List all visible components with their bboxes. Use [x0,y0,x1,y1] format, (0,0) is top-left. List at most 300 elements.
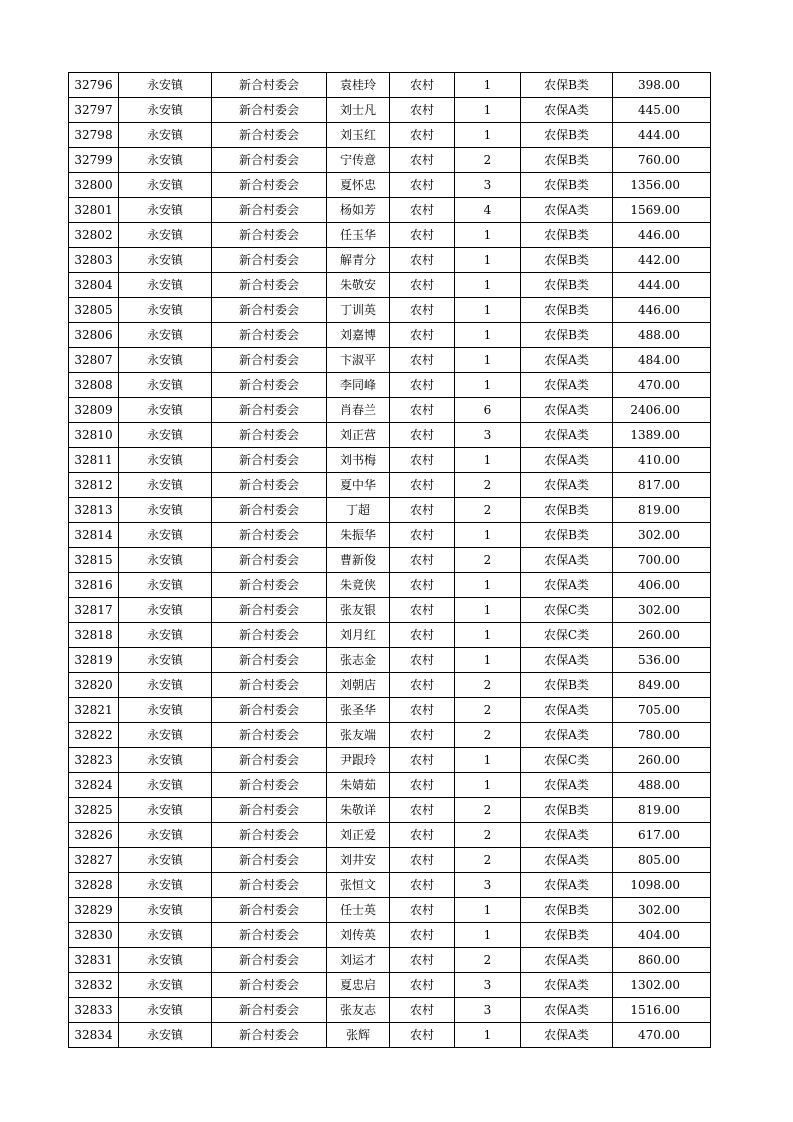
table-row [69,373,711,398]
name-cell: 张志金 [327,648,390,673]
name-cell: 刘运才 [327,948,390,973]
village-committee-cell: 新合村委会 [212,373,327,398]
area-type-cell: 农村 [390,423,455,448]
name-cell: 刘正爱 [327,823,390,848]
town-cell: 永安镇 [119,573,212,598]
town-cell: 永安镇 [119,223,212,248]
name-cell: 尹跟玲 [327,748,390,773]
name-cell: 夏怀忠 [327,173,390,198]
category-cell: 农保A类 [521,948,613,973]
area-type-cell: 农村 [390,98,455,123]
town-cell: 永安镇 [119,773,212,798]
area-type-cell: 农村 [390,73,455,98]
household-count-cell: 6 [455,398,521,423]
category-cell: 农保A类 [521,773,613,798]
category-cell: 农保A类 [521,648,613,673]
town-cell: 永安镇 [119,948,212,973]
town-cell: 永安镇 [119,273,212,298]
record-id-cell: 32832 [69,973,119,998]
town-cell: 永安镇 [119,198,212,223]
table-row [69,873,711,898]
name-cell: 刘月红 [327,623,390,648]
amount-cell: 406.00 [613,573,711,598]
amount-cell: 444.00 [613,273,711,298]
amount-cell: 705.00 [613,698,711,723]
town-cell: 永安镇 [119,248,212,273]
table-row [69,348,711,373]
area-type-cell: 农村 [390,223,455,248]
area-type-cell: 农村 [390,398,455,423]
village-committee-cell: 新合村委会 [212,623,327,648]
record-id-cell: 32809 [69,398,119,423]
household-count-cell: 1 [455,248,521,273]
table-row [69,673,711,698]
table-row [69,723,711,748]
area-type-cell: 农村 [390,773,455,798]
town-cell: 永安镇 [119,173,212,198]
amount-cell: 819.00 [613,498,711,523]
table-row [69,948,711,973]
household-count-cell: 1 [455,223,521,248]
category-cell: 农保A类 [521,823,613,848]
town-cell: 永安镇 [119,348,212,373]
record-id-cell: 32804 [69,273,119,298]
household-count-cell: 3 [455,998,521,1023]
household-count-cell: 1 [455,298,521,323]
village-committee-cell: 新合村委会 [212,123,327,148]
household-count-cell: 3 [455,873,521,898]
amount-cell: 1389.00 [613,423,711,448]
name-cell: 张辉 [327,1023,390,1048]
table-row [69,423,711,448]
category-cell: 农保A类 [521,548,613,573]
area-type-cell: 农村 [390,373,455,398]
town-cell: 永安镇 [119,798,212,823]
town-cell: 永安镇 [119,98,212,123]
village-committee-cell: 新合村委会 [212,723,327,748]
village-committee-cell: 新合村委会 [212,348,327,373]
village-committee-cell: 新合村委会 [212,548,327,573]
village-committee-cell: 新合村委会 [212,223,327,248]
village-committee-cell: 新合村委会 [212,523,327,548]
town-cell: 永安镇 [119,998,212,1023]
record-id-cell: 32828 [69,873,119,898]
area-type-cell: 农村 [390,948,455,973]
name-cell: 解青分 [327,248,390,273]
village-committee-cell: 新合村委会 [212,448,327,473]
record-id-cell: 32819 [69,648,119,673]
amount-cell: 536.00 [613,648,711,673]
table-row [69,473,711,498]
village-committee-cell: 新合村委会 [212,248,327,273]
record-id-cell: 32810 [69,423,119,448]
category-cell: 农保B类 [521,673,613,698]
category-cell: 农保A类 [521,573,613,598]
name-cell: 刘井安 [327,848,390,873]
category-cell: 农保A类 [521,973,613,998]
household-count-cell: 1 [455,323,521,348]
table-row [69,398,711,423]
town-cell: 永安镇 [119,448,212,473]
category-cell: 农保A类 [521,848,613,873]
household-count-cell: 1 [455,1023,521,1048]
village-committee-cell: 新合村委会 [212,398,327,423]
town-cell: 永安镇 [119,973,212,998]
town-cell: 永安镇 [119,398,212,423]
area-type-cell: 农村 [390,473,455,498]
record-id-cell: 32833 [69,998,119,1023]
village-committee-cell: 新合村委会 [212,473,327,498]
record-id-cell: 32806 [69,323,119,348]
category-cell: 农保C类 [521,598,613,623]
record-id-cell: 32803 [69,248,119,273]
household-count-cell: 1 [455,98,521,123]
town-cell: 永安镇 [119,373,212,398]
town-cell: 永安镇 [119,623,212,648]
household-count-cell: 2 [455,148,521,173]
amount-cell: 398.00 [613,73,711,98]
record-id-cell: 32814 [69,523,119,548]
area-type-cell: 农村 [390,173,455,198]
village-committee-cell: 新合村委会 [212,173,327,198]
name-cell: 夏中华 [327,473,390,498]
table-row [69,498,711,523]
amount-cell: 404.00 [613,923,711,948]
town-cell: 永安镇 [119,823,212,848]
household-count-cell: 1 [455,273,521,298]
record-id-cell: 32823 [69,748,119,773]
table-row [69,73,711,98]
record-id-cell: 32798 [69,123,119,148]
record-id-cell: 32812 [69,473,119,498]
village-committee-cell: 新合村委会 [212,748,327,773]
table-row [69,1023,711,1048]
village-committee-cell: 新合村委会 [212,798,327,823]
area-type-cell: 农村 [390,798,455,823]
household-count-cell: 2 [455,498,521,523]
area-type-cell: 农村 [390,998,455,1023]
record-id-cell: 32829 [69,898,119,923]
record-id-cell: 32800 [69,173,119,198]
data-table [68,72,711,1048]
area-type-cell: 农村 [390,323,455,348]
name-cell: 刘朝店 [327,673,390,698]
name-cell: 朱振华 [327,523,390,548]
amount-cell: 446.00 [613,298,711,323]
town-cell: 永安镇 [119,298,212,323]
household-count-cell: 1 [455,923,521,948]
category-cell: 农保C类 [521,623,613,648]
table-row [69,923,711,948]
town-cell: 永安镇 [119,673,212,698]
record-id-cell: 32824 [69,773,119,798]
household-count-cell: 4 [455,198,521,223]
name-cell: 刘正营 [327,423,390,448]
area-type-cell: 农村 [390,723,455,748]
table-row [69,273,711,298]
household-count-cell: 1 [455,123,521,148]
name-cell: 刘士凡 [327,98,390,123]
area-type-cell: 农村 [390,123,455,148]
town-cell: 永安镇 [119,598,212,623]
area-type-cell: 农村 [390,523,455,548]
amount-cell: 410.00 [613,448,711,473]
name-cell: 李同峰 [327,373,390,398]
area-type-cell: 农村 [390,1023,455,1048]
amount-cell: 1098.00 [613,873,711,898]
village-committee-cell: 新合村委会 [212,673,327,698]
household-count-cell: 2 [455,698,521,723]
record-id-cell: 32820 [69,673,119,698]
record-id-cell: 32811 [69,448,119,473]
table-row [69,298,711,323]
name-cell: 任士英 [327,898,390,923]
table-row [69,898,711,923]
category-cell: 农保A类 [521,473,613,498]
household-count-cell: 2 [455,948,521,973]
town-cell: 永安镇 [119,498,212,523]
record-id-cell: 32818 [69,623,119,648]
household-count-cell: 1 [455,773,521,798]
amount-cell: 470.00 [613,1023,711,1048]
category-cell: 农保B类 [521,173,613,198]
amount-cell: 260.00 [613,748,711,773]
table-row [69,648,711,673]
village-committee-cell: 新合村委会 [212,1023,327,1048]
village-committee-cell: 新合村委会 [212,898,327,923]
area-type-cell: 农村 [390,748,455,773]
table-row [69,773,711,798]
category-cell: 农保C类 [521,748,613,773]
name-cell: 袁桂玲 [327,73,390,98]
village-committee-cell: 新合村委会 [212,273,327,298]
village-committee-cell: 新合村委会 [212,148,327,173]
amount-cell: 488.00 [613,323,711,348]
table-row [69,448,711,473]
name-cell: 张友银 [327,598,390,623]
record-id-cell: 32805 [69,298,119,323]
village-committee-cell: 新合村委会 [212,198,327,223]
town-cell: 永安镇 [119,723,212,748]
area-type-cell: 农村 [390,648,455,673]
record-id-cell: 32831 [69,948,119,973]
name-cell: 张友志 [327,998,390,1023]
household-count-cell: 1 [455,348,521,373]
category-cell: 农保B类 [521,923,613,948]
amount-cell: 260.00 [613,623,711,648]
table-row [69,823,711,848]
town-cell: 永安镇 [119,423,212,448]
category-cell: 农保B类 [521,223,613,248]
category-cell: 农保B类 [521,323,613,348]
amount-cell: 617.00 [613,823,711,848]
amount-cell: 817.00 [613,473,711,498]
amount-cell: 446.00 [613,223,711,248]
area-type-cell: 农村 [390,623,455,648]
category-cell: 农保A类 [521,998,613,1023]
category-cell: 农保B类 [521,898,613,923]
household-count-cell: 1 [455,898,521,923]
amount-cell: 1356.00 [613,173,711,198]
amount-cell: 819.00 [613,798,711,823]
category-cell: 农保A类 [521,723,613,748]
category-cell: 农保A类 [521,423,613,448]
amount-cell: 302.00 [613,898,711,923]
area-type-cell: 农村 [390,698,455,723]
amount-cell: 302.00 [613,523,711,548]
name-cell: 刘玉红 [327,123,390,148]
table-body [69,73,711,1048]
category-cell: 农保B类 [521,273,613,298]
town-cell: 永安镇 [119,873,212,898]
town-cell: 永安镇 [119,148,212,173]
village-committee-cell: 新合村委会 [212,948,327,973]
record-id-cell: 32802 [69,223,119,248]
household-count-cell: 1 [455,73,521,98]
town-cell: 永安镇 [119,123,212,148]
amount-cell: 849.00 [613,673,711,698]
village-committee-cell: 新合村委会 [212,648,327,673]
table-row [69,748,711,773]
village-committee-cell: 新合村委会 [212,98,327,123]
category-cell: 农保B类 [521,73,613,98]
area-type-cell: 农村 [390,498,455,523]
category-cell: 农保A类 [521,198,613,223]
amount-cell: 488.00 [613,773,711,798]
town-cell: 永安镇 [119,898,212,923]
table-row [69,798,711,823]
record-id-cell: 32822 [69,723,119,748]
record-id-cell: 32816 [69,573,119,598]
category-cell: 农保B类 [521,498,613,523]
table-row [69,623,711,648]
table-row [69,848,711,873]
category-cell: 农保B类 [521,298,613,323]
village-committee-cell: 新合村委会 [212,873,327,898]
area-type-cell: 农村 [390,873,455,898]
table-row [69,598,711,623]
category-cell: 农保A类 [521,1023,613,1048]
name-cell: 张友端 [327,723,390,748]
amount-cell: 302.00 [613,598,711,623]
name-cell: 任玉华 [327,223,390,248]
village-committee-cell: 新合村委会 [212,823,327,848]
record-id-cell: 32825 [69,798,119,823]
area-type-cell: 农村 [390,198,455,223]
area-type-cell: 农村 [390,448,455,473]
record-id-cell: 32821 [69,698,119,723]
name-cell: 朱敬详 [327,798,390,823]
town-cell: 永安镇 [119,648,212,673]
name-cell: 刘嘉博 [327,323,390,348]
village-committee-cell: 新合村委会 [212,773,327,798]
town-cell: 永安镇 [119,73,212,98]
town-cell: 永安镇 [119,923,212,948]
area-type-cell: 农村 [390,348,455,373]
household-count-cell: 3 [455,423,521,448]
household-count-cell: 2 [455,723,521,748]
record-id-cell: 32830 [69,923,119,948]
name-cell: 张恒文 [327,873,390,898]
village-committee-cell: 新合村委会 [212,973,327,998]
record-id-cell: 32807 [69,348,119,373]
name-cell: 张圣华 [327,698,390,723]
household-count-cell: 2 [455,798,521,823]
category-cell: 农保B类 [521,248,613,273]
amount-cell: 484.00 [613,348,711,373]
record-id-cell: 32797 [69,98,119,123]
household-count-cell: 2 [455,823,521,848]
household-count-cell: 3 [455,173,521,198]
amount-cell: 445.00 [613,98,711,123]
area-type-cell: 农村 [390,298,455,323]
category-cell: 农保A类 [521,373,613,398]
table-row [69,98,711,123]
town-cell: 永安镇 [119,848,212,873]
name-cell: 曹新俊 [327,548,390,573]
village-committee-cell: 新合村委会 [212,998,327,1023]
table-row [69,173,711,198]
area-type-cell: 农村 [390,148,455,173]
record-id-cell: 32813 [69,498,119,523]
area-type-cell: 农村 [390,898,455,923]
town-cell: 永安镇 [119,748,212,773]
amount-cell: 1516.00 [613,998,711,1023]
area-type-cell: 农村 [390,848,455,873]
town-cell: 永安镇 [119,473,212,498]
table-row [69,698,711,723]
name-cell: 朱婧茹 [327,773,390,798]
village-committee-cell: 新合村委会 [212,698,327,723]
area-type-cell: 农村 [390,923,455,948]
record-id-cell: 32834 [69,1023,119,1048]
amount-cell: 760.00 [613,148,711,173]
category-cell: 农保A类 [521,873,613,898]
record-id-cell: 32799 [69,148,119,173]
town-cell: 永安镇 [119,698,212,723]
village-committee-cell: 新合村委会 [212,598,327,623]
amount-cell: 805.00 [613,848,711,873]
record-id-cell: 32817 [69,598,119,623]
household-count-cell: 1 [455,523,521,548]
amount-cell: 860.00 [613,948,711,973]
area-type-cell: 农村 [390,273,455,298]
town-cell: 永安镇 [119,1023,212,1048]
name-cell: 丁训英 [327,298,390,323]
area-type-cell: 农村 [390,673,455,698]
table-row [69,523,711,548]
village-committee-cell: 新合村委会 [212,573,327,598]
town-cell: 永安镇 [119,523,212,548]
name-cell: 刘书梅 [327,448,390,473]
table-row [69,248,711,273]
name-cell: 丁超 [327,498,390,523]
village-committee-cell: 新合村委会 [212,73,327,98]
name-cell: 宁传意 [327,148,390,173]
village-committee-cell: 新合村委会 [212,423,327,448]
category-cell: 农保A类 [521,398,613,423]
amount-cell: 2406.00 [613,398,711,423]
category-cell: 农保A类 [521,448,613,473]
household-count-cell: 2 [455,673,521,698]
area-type-cell: 农村 [390,973,455,998]
area-type-cell: 农村 [390,573,455,598]
category-cell: 农保A类 [521,698,613,723]
name-cell: 夏忠启 [327,973,390,998]
category-cell: 农保A类 [521,98,613,123]
table-row [69,123,711,148]
household-count-cell: 2 [455,548,521,573]
